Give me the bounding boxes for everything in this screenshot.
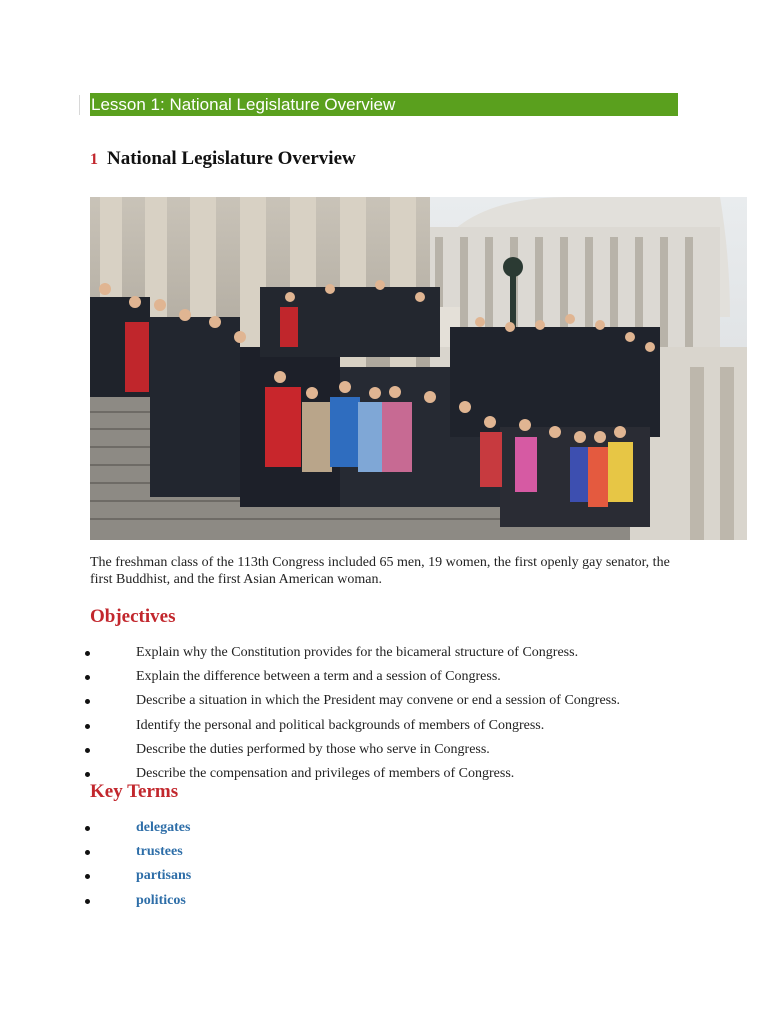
list-item: Identify the personal and political backgrounds of members of Congress. bbox=[0, 714, 768, 738]
lesson-banner: Lesson 1: National Legislature Overview bbox=[90, 93, 678, 116]
objectives-heading: Objectives bbox=[90, 606, 176, 627]
list-item: Describe the duties performed by those who serve in Congress. bbox=[0, 738, 768, 762]
bullet-icon bbox=[85, 874, 90, 879]
bullet-icon bbox=[85, 699, 90, 704]
list-item bbox=[0, 840, 768, 864]
capitol-steps-illustration bbox=[90, 197, 747, 540]
list-item: Describe a situation in which the President may convene or end a session of Congress. bbox=[0, 689, 768, 713]
bullet-icon bbox=[85, 748, 90, 753]
list-item bbox=[0, 816, 768, 840]
bullet-icon bbox=[85, 675, 90, 680]
bullet-icon bbox=[85, 772, 90, 777]
bullet-icon bbox=[85, 724, 90, 729]
bullet-icon bbox=[85, 850, 90, 855]
section-heading bbox=[90, 148, 356, 174]
key-terms-heading: Key Terms bbox=[90, 781, 179, 802]
section-number: 1 bbox=[90, 151, 98, 168]
photo-caption: The freshman class of the 113th Congress included 65 men, 19 women, the first openly gay senator, the first Buddhist, and the first Asian American woman. bbox=[90, 555, 670, 587]
bullet-icon bbox=[85, 899, 90, 904]
list-item: Explain the difference between a term and a session of Congress. bbox=[0, 665, 768, 689]
section-title: National Legislature Overview bbox=[107, 148, 356, 169]
margin-tick bbox=[79, 95, 80, 115]
term-link-partisans[interactable]: partisans bbox=[136, 868, 192, 884]
bullet-icon bbox=[85, 651, 90, 656]
list-item bbox=[0, 889, 768, 913]
term-link-politicos[interactable]: politicos bbox=[136, 892, 186, 908]
list-item: Describe the compensation and privileges of members of Congress. bbox=[0, 762, 768, 786]
bullet-icon bbox=[85, 826, 90, 831]
list-item bbox=[0, 864, 768, 888]
term-link-trustees[interactable]: trustees bbox=[136, 844, 183, 860]
congress-photo bbox=[90, 197, 747, 540]
key-terms-list bbox=[0, 816, 768, 913]
objectives-list bbox=[0, 641, 768, 786]
list-item: Explain why the Constitution provides for the bicameral structure of Congress. bbox=[0, 641, 768, 665]
term-link-delegates[interactable]: delegates bbox=[136, 820, 191, 835]
